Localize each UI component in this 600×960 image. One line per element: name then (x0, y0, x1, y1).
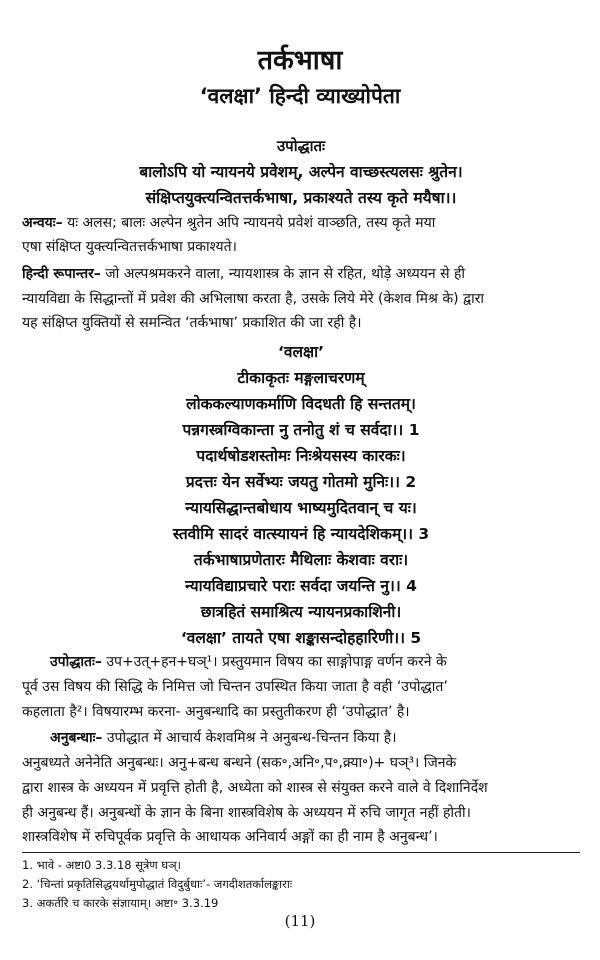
mangala-verse-line: प्रदत्तः येन सर्वेभ्यः जयतु गोतमो मुनिः।। 2 (185, 473, 417, 491)
page-subtitle: ‘वलक्षा’ हिन्दी व्याख्योपेता (199, 84, 401, 108)
mangala-verse-line: तर्कभाषाप्रणेतारः मैथिलाः केशवाः वराः। (193, 551, 409, 569)
anubandha-text: उपोद्धात में आचार्य केशवमिश्र ने अनुबन्ध-चिन्तन किया है। (106, 730, 397, 746)
mangala-verse-line: स्तवीमि सादरं वात्स्यायनं हि न्यायदेशिकम्।। 3 (172, 525, 430, 543)
anubandha-line: द्वारा शास्त्र के अध्ययन में प्रवृत्ति होती है, अध्येता को शास्त्र से संयुक्त करने वाले वे दिशानिर्देश (22, 780, 488, 796)
hindi-rupantar-line: यह संक्षिप्त युक्तियों से समन्वित ‘तर्कभाषा’ प्रकाशित की जा रही है। (22, 315, 362, 331)
anvaya-text: यः अलस; बालः अल्पेन श्रुतेन अपि न्यायनये प्रवेशं वाञ्छति, तस्य कृते मया (67, 215, 436, 231)
page-title: तर्कभाषा (257, 45, 343, 76)
mangala-verse-line: लोककल्याणकर्माणि विदधती हि सन्ततम्। (186, 395, 416, 413)
mangala-verse-line: पदार्थषोडशस्तोमः निःश्रेयसस्य कारकः। (196, 447, 406, 465)
upodghata-line: पूर्व उस विषय की सिद्धि के निमित्त जो चिन्तन उपस्थित किया जाता है वही ‘उपोद्धात’ (22, 679, 448, 695)
hindi-rupantar-line (22, 264, 580, 283)
anubandha-label: अनुबन्धाः– (50, 730, 103, 746)
mangala-verse-line: न्यायसिद्धान्तबोधाय भाष्यमुदितवान् च यः। (185, 499, 417, 517)
page-number: (11) (284, 912, 316, 930)
mangala-heading: टीकाकृतः मङ्गलाचरणम् (237, 369, 365, 387)
footnote-divider (22, 852, 580, 853)
upodghata-label: उपोद्धातः– (50, 654, 102, 670)
mangala-verse-line: ‘वलक्षा’ तायते एषा शङ्कासन्दोहहारिणी।। 5 (180, 629, 422, 647)
hindi-rupantar-label: हिन्दी रूपान्तर– (22, 266, 101, 282)
upodghata-line: कहलाता है²। विषयारम्भ करना- अनुबन्धादि का प्रस्तुतीकरण ही ‘उपोद्धात’ है। (22, 704, 410, 720)
mangala-verse-line: छात्रहितं समाश्रित्य न्यायनप्रकाशिनी। (200, 603, 402, 621)
mangala-verse-line: न्यायविद्याप्रचारे पराः सर्वदा जयन्ति नु।। 4 (185, 577, 417, 595)
footnote: 2. ‘चिन्तां प्रकृतिसिद्धयर्थामुपोद्धातं विदुर्बुधाः’- जगदीशतर्कालङ्काराः (22, 877, 293, 891)
footnote: 1. भावे - अष्टा0 3.3.18 सूत्रेण घञ्। (22, 858, 182, 872)
anvaya-line (22, 213, 580, 232)
mangala-verse-line: पन्नगस्त्रग्विकान्ता नु तनोतु शं च सर्वदा।। 1 (182, 421, 420, 439)
hindi-rupantar-text: जो अल्पश्रमकरने वाला, न्यायशास्त्र के ज्ञान से रहित, थोड़े अध्ययन से ही (105, 266, 466, 282)
anvaya-line: एषा संक्षिप्त युक्त्यन्वितत्तर्कभाषा प्रकाश्यते। (22, 239, 237, 255)
intro-heading: उपोद्धातः (276, 137, 326, 155)
footnote: 3. अकर्तरि च कारके संज्ञायाम्। अष्टा॰ 3.3.19 (22, 896, 219, 910)
upodghata-line (50, 652, 580, 671)
anubandha-line: अनुबध्यते अनेनेति अनुबन्धः। अनु+बन्ध बन्धने (सक॰,अनि॰,प॰,क्र्या॰)+ घञ्³। जिनके (22, 755, 457, 771)
anvaya-label: अन्वयः– (22, 215, 63, 231)
valaksha-heading: ‘वलक्षा’ (277, 343, 325, 361)
hindi-rupantar-line: न्यायविद्या के सिद्धान्तों में प्रवेश की अभिलाषा करता है, उसके लिये मेरे (केशव मिश्र के) द्वारा (22, 291, 485, 307)
intro-verse-line: बालोऽपि यो न्यायनये प्रवेशम्, अल्पेन वाच्छस्त्यलसः श्रुतेन। (139, 163, 463, 181)
anubandha-line (50, 728, 580, 747)
upodghata-text: उप+उत्+हन+घञ्¹। प्रस्तुयमान विषय का साङ्गोपाङ्ग वर्णन करने के (106, 654, 447, 670)
anubandha-line: शास्त्रविशेष में रुचिपूर्वक प्रवृत्ति के आधायक अनिवार्य अङ्गों का ही नाम है अनुबन्ध’। (22, 829, 438, 845)
intro-verse-line: संक्षिप्तयुक्त्यन्वितत्तर्कभाषा, प्रकाश्यते तस्य कृते मयैषा।। (145, 189, 457, 207)
anubandha-line: ही अनुबन्ध हैं। अनुबन्धों के ज्ञान के बिना शास्त्रविशेष के अध्ययन में रुचि जागृत नहीं होती। (22, 805, 471, 821)
